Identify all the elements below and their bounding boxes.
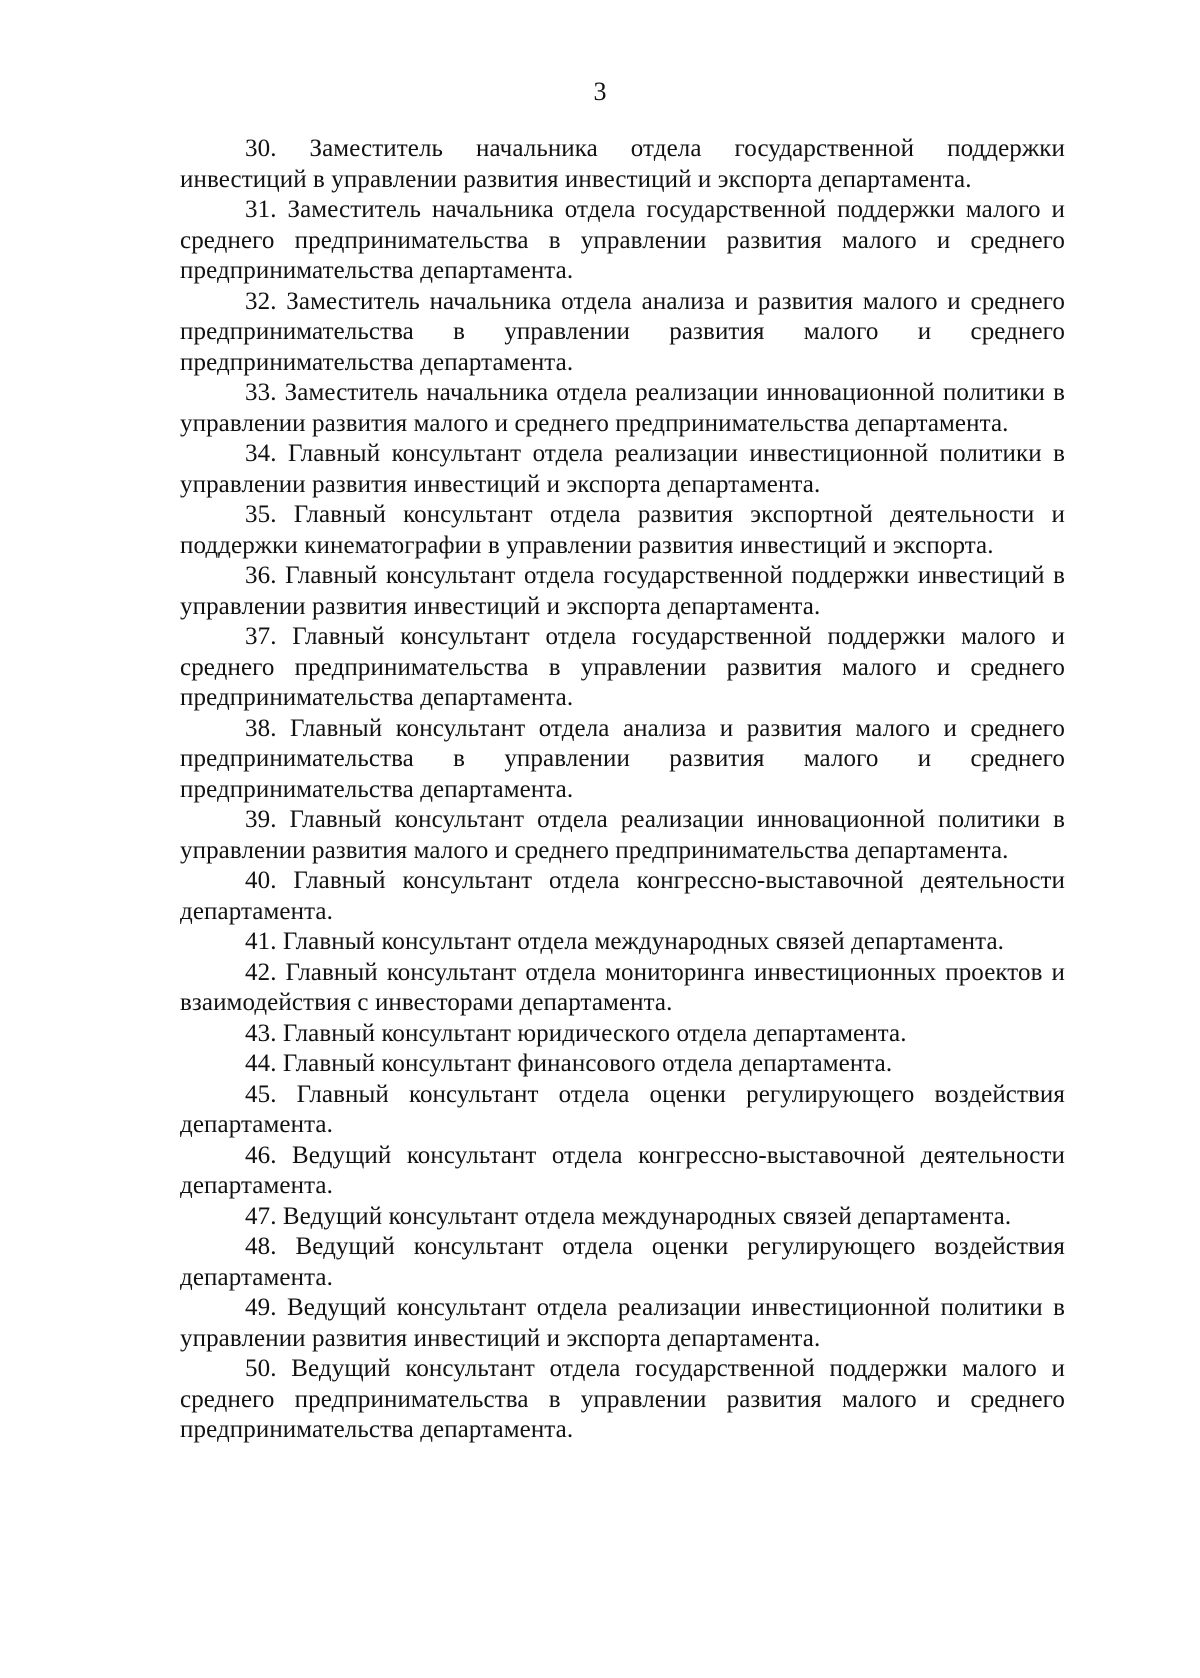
list-item: 30. Заместитель начальника отдела государственной поддержки инвестиций в управлении развития инвестиций и экспорта департамента. [180,135,1065,193]
list-item: 36. Главный консультант отдела государственной поддержки инвестиций в управлении развития инвестиций и экспорта департамента. [180,562,1065,620]
list-item: 38. Главный консультант отдела анализа и развития малого и среднего предпринимательства в управлении развития малого и среднего предпринимательства департамента. [180,714,1065,803]
list-item: 34. Главный консультант отдела реализации инвестиционной политики в управлении развития инвестиций и экспорта департамента. [180,440,1065,498]
list-item: 41. Главный консультант отдела международных связей департамента. [245,928,1005,955]
list-item: 35. Главный консультант отдела развития экспортной деятельности и поддержки кинематографии в управлении развития инвестиций и экспорта. [180,501,1065,559]
list-item: 33. Заместитель начальника отдела реализации инновационной политики в управлении развития малого и среднего предпринимательства департамента. [180,379,1065,437]
document-body [180,134,1065,1446]
list-item: 45. Главный консультант отдела оценки регулирующего воздействия департамента. [180,1080,1065,1138]
list-item: 37. Главный консультант отдела государственной поддержки малого и среднего предпринимательства в управлении развития малого и среднего предпринимательства департамента. [180,623,1065,711]
list-item: 32. Заместитель начальника отдела анализа и развития малого и среднего предпринимательства в управлении развития малого и среднего предпринимательства департамента. [180,287,1065,376]
list-item: 48. Ведущий консультант отдела оценки регулирующего воздействия департамента. [180,1233,1065,1291]
list-item: 49. Ведущий консультант отдела реализации инвестиционной политики в управлении развития инвестиций и экспорта департамента. [180,1294,1065,1352]
list-item: 50. Ведущий консультант отдела государственной поддержки малого и среднего предпринимательства в управлении развития малого и среднего предпринимательства департамента. [180,1355,1065,1443]
list-item: 47. Ведущий консультант отдела международных связей департамента. [245,1202,1012,1230]
list-item: 40. Главный консультант отдела конгрессно-выставочной деятельности департамента. [180,867,1065,925]
list-item: 44. Главный консультант финансового отдела департамента. [245,1050,893,1077]
list-item: 42. Главный консультант отдела мониторинга инвестиционных проектов и взаимодействия с инвесторами департамента. [180,958,1065,1016]
list-item: 39. Главный консультант отдела реализации инновационной политики в управлении развития малого и среднего предпринимательства департамента. [180,806,1065,864]
list-item: 31. Заместитель начальника отдела государственной поддержки малого и среднего предпринимательства в управлении развития малого и среднего предпринимательства департамента. [180,196,1065,284]
page-number: 3 [593,77,607,106]
list-item: 43. Главный консультант юридического отдела департамента. [245,1019,907,1047]
list-item: 46. Ведущий консультант отдела конгрессно-выставочной деятельности департамента. [180,1141,1065,1199]
